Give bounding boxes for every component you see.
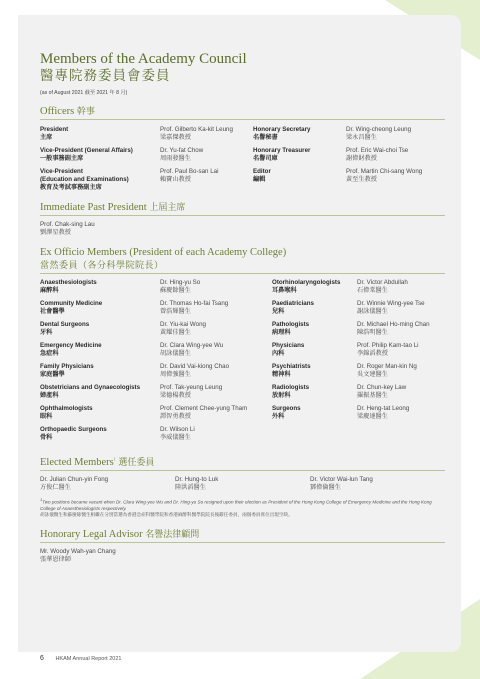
officer-row xyxy=(40,147,445,163)
ex-officio-right-column xyxy=(272,279,445,447)
legal-advisor-heading-en: Honorary Legal Advisor xyxy=(40,528,143,540)
ex-officio-entry: Ophthalmologists 眼科 Prof. Clement Chee-yung Tham 譚智勇教授 xyxy=(40,405,248,420)
ex-officio-entry: Physicians 內科 Prof. Philip Kam-tao Li 李錦滔教授 xyxy=(272,342,419,357)
officer-row xyxy=(40,126,445,142)
elected-heading-en: Elected Members xyxy=(40,457,114,468)
page-footer xyxy=(40,655,121,662)
ex-officio-entry: Anaesthesiologists 麻醉科 Dr. Hing-yu So 蘇慶餘醫生 xyxy=(40,279,201,294)
ex-officio-entry: Surgeons 外科 Dr. Heng-tat Leong 梁慶達醫生 xyxy=(272,405,410,420)
page-title-en: Members of the Academy Council xyxy=(40,51,247,67)
ex-officio-heading-en: Ex Officio Members (President of each Academy College) xyxy=(40,247,287,258)
page-title-zh: 醫專院務委員會委員 xyxy=(40,68,171,84)
ex-officio-entry: Orthopaedic Surgeons 骨科 Dr. Wilson Li 李威儀醫生 xyxy=(40,426,195,441)
officers-heading-zh: 幹事 xyxy=(76,107,95,117)
ex-officio-entry: Paediatricians 兒科 Dr. Winnie Wing-yee Tse 謝詠儀醫生 xyxy=(272,300,425,315)
past-president-name: Prof. Chak-sing Lau 劉澤星教授 xyxy=(40,221,95,236)
page-content xyxy=(40,51,445,564)
officer-name: Dr. Wing-cheong Leung 梁永昌醫生 xyxy=(346,126,412,141)
elected-member: Dr. Julian Chun-yin Fong 方俊仁醫生 xyxy=(40,476,109,491)
past-president-heading-zh: 上屆主席 xyxy=(149,203,186,213)
ex-officio-entry: Dental Surgeons 牙科 Dr. Yiu-kai Wong 黃耀佳醫生 xyxy=(40,321,206,336)
ex-officio-entry: Pathologists 病理科 Dr. Michael Ho-ming Chan 陳浩明醫生 xyxy=(272,321,430,336)
officer-row xyxy=(40,168,445,192)
officer-role: Editor 編輯 xyxy=(253,168,271,183)
elected-heading-sup: 1 xyxy=(113,456,116,462)
legal-advisor-heading-zh: 名譽法律顧問 xyxy=(145,529,200,540)
elected-list xyxy=(40,476,445,492)
report-name: HKAM Annual Report 2021 xyxy=(55,656,122,662)
officer-role: Vice-President (General Affairs) 一般事務副主席 xyxy=(40,147,133,162)
elected-footnote-en: 1Two positions became vacant when Dr. Clara Wing-yee Wu and Dr. Hing-yu So resigned upon their election as President of the Hong Kong College of Emergency Medicine and the Hong Kong College of Anaesthesiologists respectively. xyxy=(40,497,432,511)
officers-heading xyxy=(40,104,445,120)
officer-name: Prof. Eric Wai-choi Tse 謝偉財教授 xyxy=(346,147,409,162)
past-president-heading-en: Immediate Past President xyxy=(40,202,147,213)
ex-officio-heading-zh: 當然委員（各分科學院院長） xyxy=(40,258,445,274)
elected-footnote-zh: 胡詠儀醫生和蘇慶餘醫生相繼在分別當選為香港急症科醫學院和香港麻醉科醫學院院長後辭任委員，兩個委員席位出現空缺。 xyxy=(40,511,293,517)
officer-name: Dr. Yu-fat Chow 周雨發醫生 xyxy=(160,147,204,162)
officer-name: Prof. Martin Chi-sang Wong 黃至生教授 xyxy=(346,168,423,183)
past-president-heading xyxy=(40,200,445,216)
officer-role: Vice-President (Education and Examinations) 教育及考試事務副主席 xyxy=(40,168,129,191)
officer-role: President 主席 xyxy=(40,126,69,141)
ex-officio-entry: Emergency Medicine 急症科 Dr. Clara Wing-yee Wu 胡詠儀醫生 xyxy=(40,342,224,357)
as-of-date: (as of August 2021 截至 2021 年 8 月) xyxy=(40,90,128,96)
officer-role: Honorary Treasurer 名譽司庫 xyxy=(253,147,311,162)
ex-officio-left-column xyxy=(40,279,272,447)
ex-officio-entry: Otorhinolaryngologists 耳鼻喉科 Dr. Victor Abdullah 石偉棠醫生 xyxy=(272,279,408,294)
ex-officio-entry: Radiologists 放射科 Dr. Chun-key Law 羅振基醫生 xyxy=(272,384,407,399)
ex-officio-entry: Psychiatrists 精神科 Dr. Roger Man-kin Ng 吳文建醫生 xyxy=(272,363,417,378)
legal-advisor-heading xyxy=(40,527,445,543)
officers-heading-en: Officers xyxy=(40,106,75,117)
ex-officio-list xyxy=(40,279,445,447)
legal-advisor-name: Mr. Woody Wah-yan Chang 張華恩律師 xyxy=(40,547,116,563)
officer-role: Honorary Secretary 名譽秘書 xyxy=(253,126,311,141)
elected-member: Dr. Victor Wai-lun Tang 鄧偉倫醫生 xyxy=(310,476,373,491)
ex-officio-entry: Community Medicine 社會醫學 Dr. Thomas Ho-fai Tsang 曾浩輝醫生 xyxy=(40,300,229,315)
page-number: 6 xyxy=(40,655,44,662)
elected-heading-zh: 選任委員 xyxy=(118,458,155,468)
elected-member: Dr. Hung-to Luk 陸洪滔醫生 xyxy=(175,476,219,491)
ex-officio-entry: Family Physicians 家庭醫學 Dr. David Vai-kiong Chao 周偉強醫生 xyxy=(40,363,230,378)
officers-list xyxy=(40,126,445,192)
ex-officio-entry: Obstetricians and Gynaecologists 婦產科 Prof. Tak-yeung Leung 梁德楊教授 xyxy=(40,384,223,399)
officer-name: Prof. Paul Bo-san Lai 賴寶山教授 xyxy=(160,168,219,183)
officer-name: Prof. Gilberto Ka-kit Leung 梁嘉傑教授 xyxy=(160,126,233,141)
elected-heading xyxy=(40,455,445,471)
